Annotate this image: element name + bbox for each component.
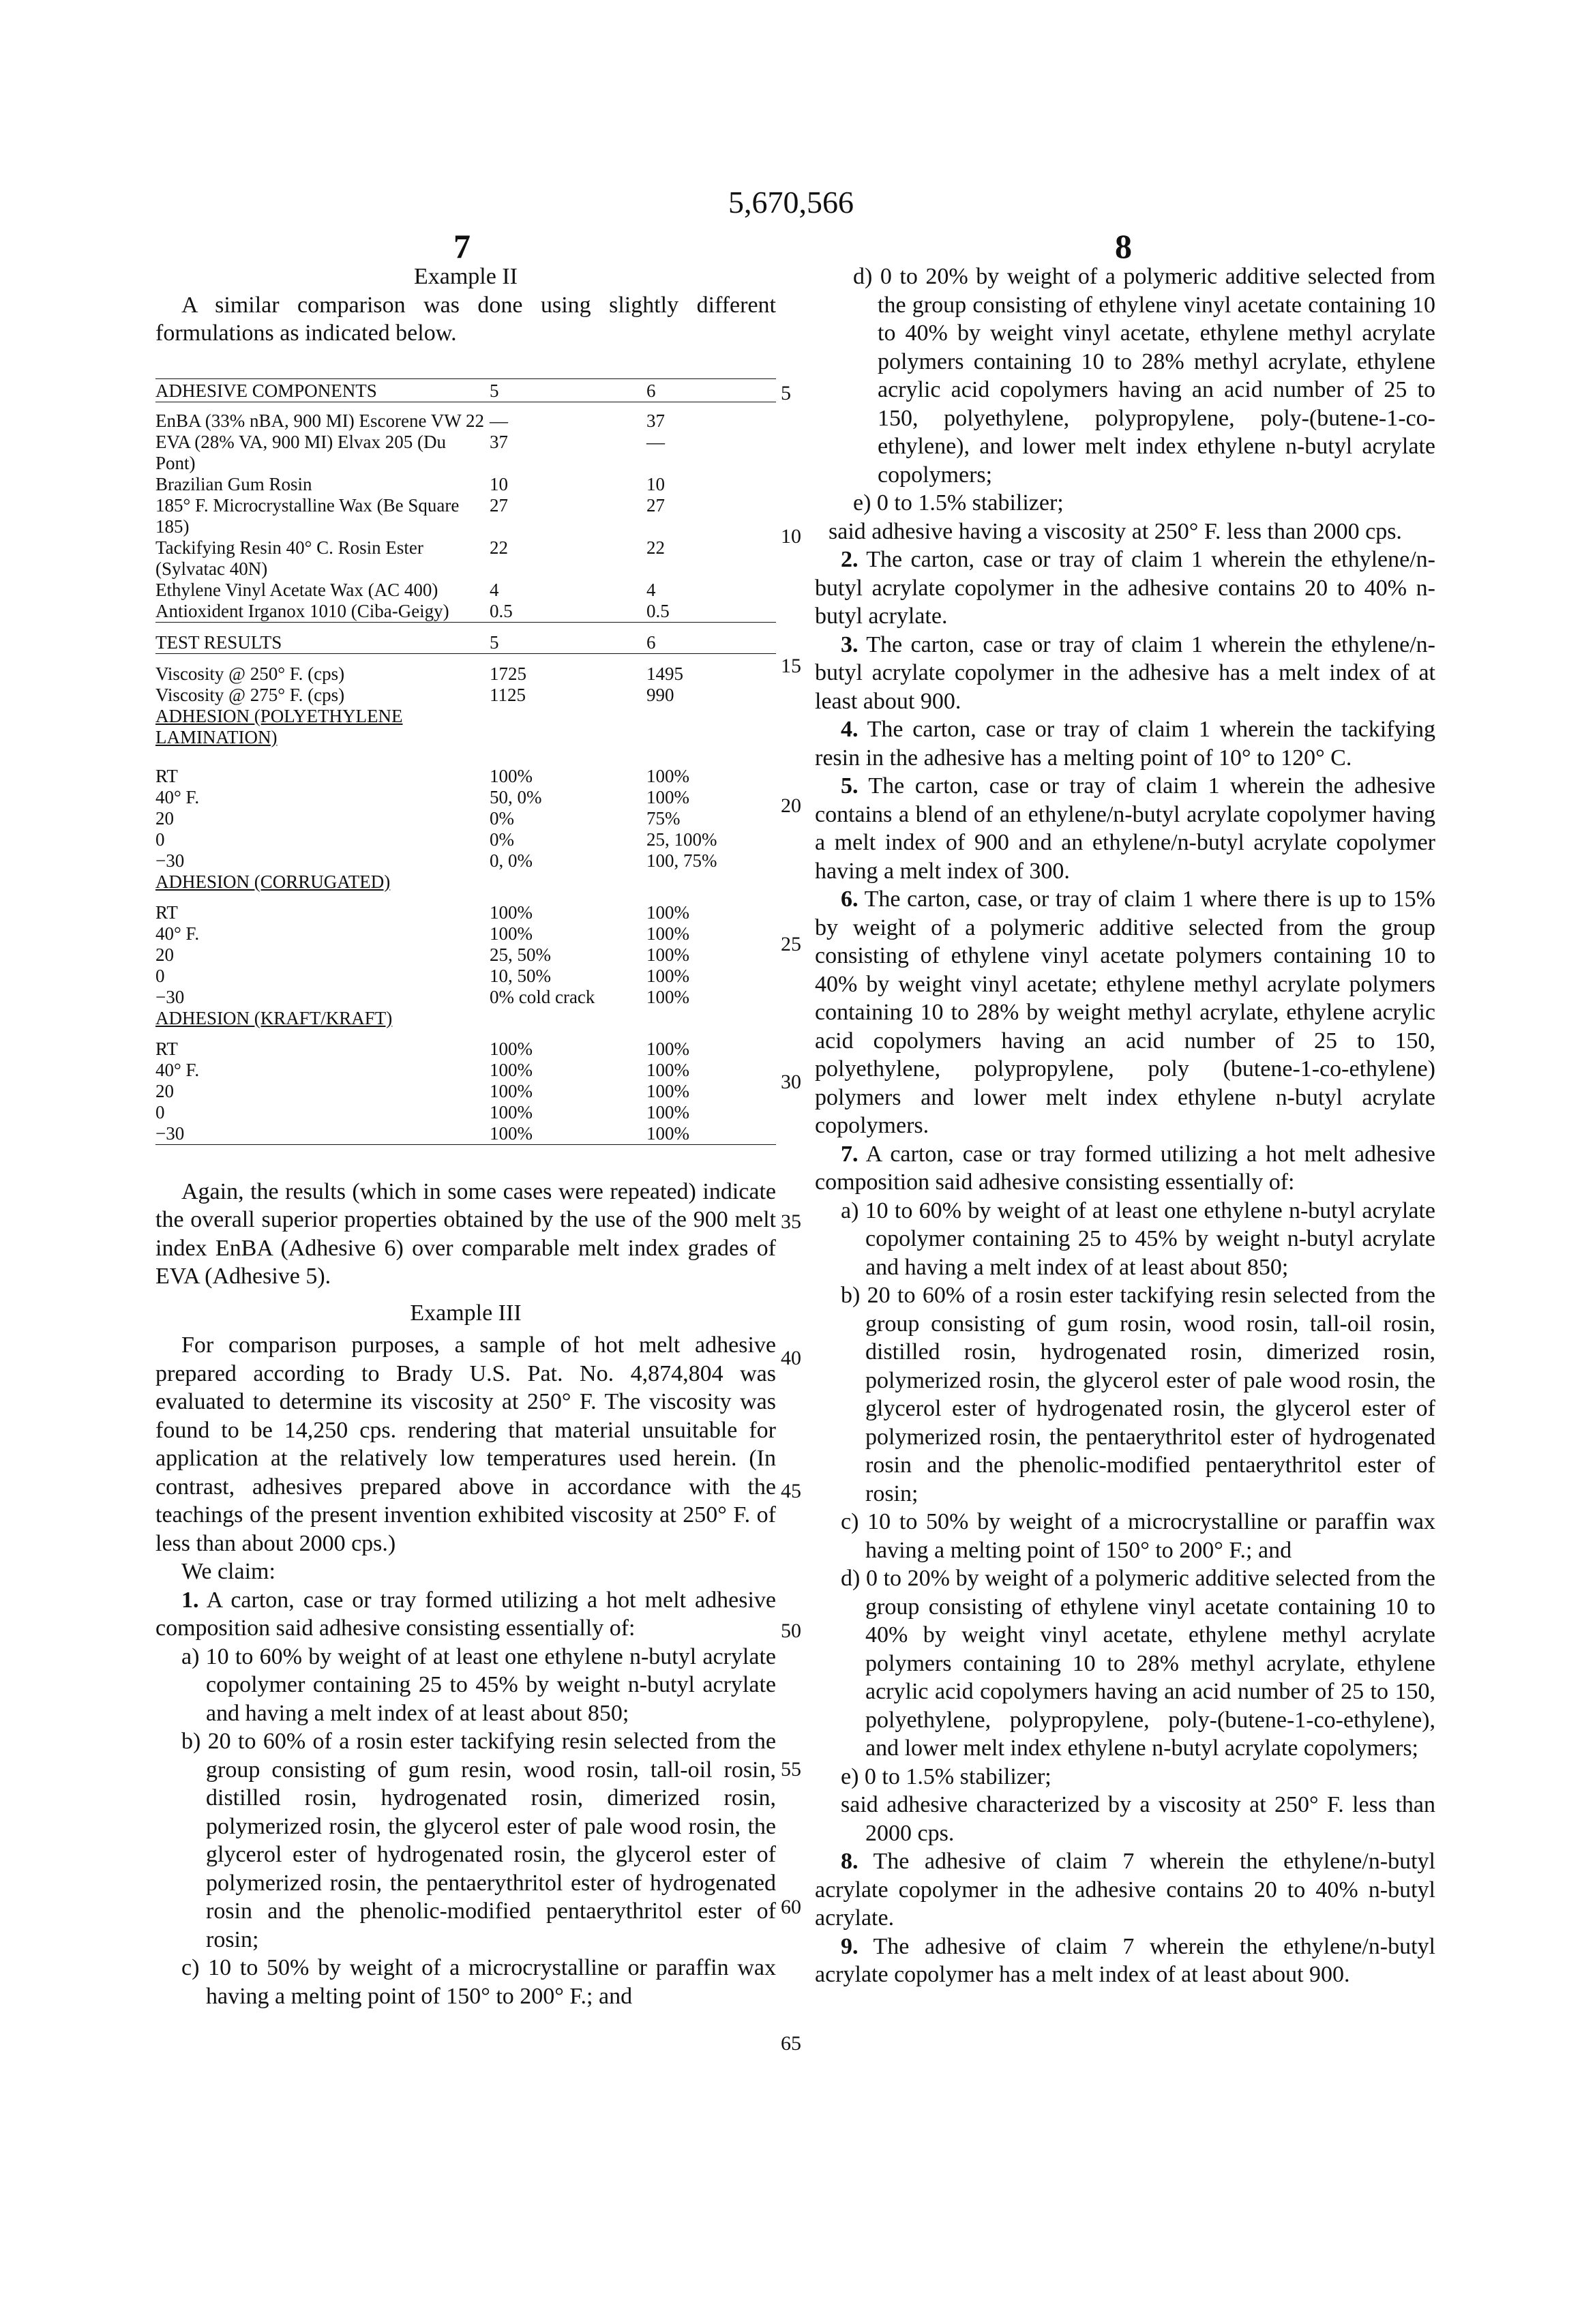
table-row	[155, 1123, 776, 1145]
table-row-cell: 100%	[646, 966, 776, 987]
table-row-cell: RT	[155, 1039, 490, 1060]
claim-7-e: e) 0 to 1.5% stabilizer;	[815, 1763, 1435, 1791]
table-row	[155, 664, 776, 685]
table-row-cell: 10	[490, 474, 646, 495]
table-row-cell: 0, 0%	[490, 850, 646, 872]
table-row-cell: 50, 0%	[490, 787, 646, 808]
table-row-cell: 4	[490, 580, 646, 601]
claim-1-intro	[155, 1586, 776, 1643]
line-number: 5	[781, 382, 791, 405]
table-row-cell: 20	[155, 944, 490, 966]
table-row-cell: 100%	[646, 1102, 776, 1123]
table-header-cell: 6	[646, 381, 776, 402]
claim-6-text: The carton, case, or tray of claim 1 where there is up to 15% by weight of a polymeric additive selected from the group consisting of ethylene vinyl acetate polymers containing 10 to 40% by weight vinyl acetate; ethylene methyl acrylate polymers containing 10 to 28% by weight methyl acrylate, ethylene acrylic acid copolymers having an acid number of 25 to 150, polyethylene, polypropylene, poly (butene-1-co-ethylene) polymers and lower melt index ethylene n-butyl acrylate copolymers.	[815, 887, 1435, 1138]
table-row-cell: 100%	[490, 766, 646, 787]
table-row-cell: 20	[155, 808, 490, 829]
claim-7-intro	[815, 1140, 1435, 1197]
line-number: 55	[781, 1758, 801, 1781]
table-row-cell: 10, 50%	[490, 966, 646, 987]
table-row	[155, 474, 776, 495]
claim-7-a: a) 10 to 60% by weight of at least one ethylene n-butyl acrylate copolymer containing 25 to 45% by weight n-butyl acrylate and having a melt index of at least about 850;	[815, 1197, 1435, 1282]
results-table	[155, 378, 776, 1154]
table-row	[155, 902, 776, 923]
claim-4-text: The carton, case or tray of claim 1 wherein the tackifying resin in the adhesive has a melting point of 10° to 120° C.	[815, 717, 1435, 771]
we-claim: We claim:	[155, 1558, 776, 1586]
section-kraft-label: ADHESION (KRAFT/KRAFT)	[155, 1008, 442, 1029]
section-kraft	[155, 1008, 776, 1029]
line-number: 10	[781, 525, 801, 548]
claim-8-number: 8.	[841, 1849, 859, 1874]
claim-8	[815, 1847, 1435, 1933]
table-row-cell: 100%	[490, 1060, 646, 1081]
claim-6-number: 6.	[841, 887, 859, 912]
table-row-cell: 100%	[646, 1123, 776, 1145]
table-row	[155, 987, 776, 1008]
claim-6	[815, 885, 1435, 1140]
claim-1-e: e) 0 to 1.5% stabilizer;	[815, 489, 1435, 518]
table-row	[155, 601, 776, 623]
table-row-cell: Tackifying Resin 40° C. Rosin Ester (Sylvatac 40N)	[155, 537, 490, 580]
patent-number: 5,670,566	[0, 184, 1582, 220]
table-row	[155, 808, 776, 829]
table-row-cell: 100, 75%	[646, 850, 776, 872]
section-polyethylene-label: ADHESION (POLYETHYLENE LAMINATION)	[155, 706, 442, 748]
line-number: 35	[781, 1210, 801, 1234]
claim-3-text: The carton, case or tray of claim 1 wherein the ethylene/n-butyl acrylate copolymer in the adhesive has a melt index of at least about 900.	[815, 632, 1435, 714]
table-row-cell: 0%	[490, 829, 646, 850]
table-row	[155, 766, 776, 787]
test-results-header-cell: 6	[646, 632, 776, 654]
table-row	[155, 580, 776, 601]
table-row-cell: 75%	[646, 808, 776, 829]
line-number: 40	[781, 1347, 801, 1370]
table-row	[155, 829, 776, 850]
table-row-cell: 100%	[490, 923, 646, 944]
section-corrugated-label: ADHESION (CORRUGATED)	[155, 872, 442, 893]
claim-7-end: said adhesive characterized by a viscosity at 250° F. less than 2000 cps.	[815, 1791, 1435, 1847]
table-row-cell: Brazilian Gum Rosin	[155, 474, 490, 495]
table-row-cell: 100%	[646, 787, 776, 808]
table-row-cell: 22	[646, 537, 776, 580]
table-row	[155, 1102, 776, 1123]
table-row-cell: 1495	[646, 664, 776, 685]
claim-7-b: b) 20 to 60% of a rosin ester tackifying resin selected from the group consisting of gum rosin, wood rosin, tall-oil rosin, distilled rosin, hydrogenated rosin, dimerized rosin, polymerized rosin, the glycerol ester of pale wood rosin, the glycerol ester of hydrogenated rosin, the glycerol ester of polymerized rosin, the pentaerythritol ester of hydrogenated rosin and the phenolic-modified pentaerythritol ester of rosin;	[815, 1281, 1435, 1508]
table-row-cell: EVA (28% VA, 900 MI) Elvax 205 (Du Pont)	[155, 432, 490, 474]
claim-7-c: c) 10 to 50% by weight of a microcrystalline or paraffin wax having a melting point of 150° to 200° F.; and	[815, 1508, 1435, 1564]
table-row	[155, 537, 776, 580]
again-paragraph: Again, the results (which in some cases were repeated) indicate the overall superior properties obtained by the use of the 900 melt index EnBA (Adhesive 6) over comparable melt index grades of EVA (Adhesive 5).	[155, 1178, 776, 1291]
claim-2-number: 2.	[841, 547, 859, 572]
table-row-cell: RT	[155, 766, 490, 787]
table-row	[155, 1039, 776, 1060]
table-row-cell: —	[646, 432, 776, 474]
table-row-cell: 100%	[646, 944, 776, 966]
claim-4-number: 4.	[841, 717, 859, 742]
table-row	[155, 1060, 776, 1081]
table-row-cell: −30	[155, 987, 490, 1008]
table-row-cell: 100%	[490, 1081, 646, 1102]
claim-7-text: A carton, case or tray formed utilizing a hot melt adhesive composition said adhesive consisting essentially of:	[815, 1142, 1435, 1195]
claim-9-text: The adhesive of claim 7 wherein the ethylene/n-butyl acrylate copolymer has a melt index of at least about 900.	[815, 1934, 1435, 1988]
example2-title: Example II	[155, 263, 776, 291]
table-row-cell: 100%	[646, 1039, 776, 1060]
table-row-cell: 100%	[646, 923, 776, 944]
claim-9-number: 9.	[841, 1934, 859, 1959]
table-row-cell: 0%	[490, 808, 646, 829]
table-row-cell: 1125	[490, 685, 646, 706]
claim-1-c: c) 10 to 50% by weight of a microcrystalline or paraffin wax having a melting point of 150° to 200° F.; and	[155, 1954, 776, 2010]
claim-7-d: d) 0 to 20% by weight of a polymeric additive selected from the group consisting of ethylene vinyl acetate containing 10 to 40% by weight vinyl acetate, ethylene methyl acrylate polymers containing 10 to 28% methyl acrylate, ethylene acrylic acid copolymers having an acid number of 25 to 150, polyethylene, polypropylene, poly-(butene-1-co-ethylene), and lower melt index ethylene n-butyl acrylate copolymers;	[815, 1564, 1435, 1763]
table-row-cell: Antioxident Irganox 1010 (Ciba-Geigy)	[155, 601, 490, 623]
table-row-cell: 22	[490, 537, 646, 580]
column-number-right: 8	[1115, 226, 1132, 266]
left-column	[155, 263, 776, 2010]
table-row	[155, 966, 776, 987]
line-number: 15	[781, 655, 801, 678]
table-row-cell: 37	[490, 432, 646, 474]
right-column	[815, 263, 1435, 1989]
table-row-cell: RT	[155, 902, 490, 923]
table-row-cell: 25, 100%	[646, 829, 776, 850]
section-polyethylene	[155, 706, 776, 748]
table-row-cell: —	[490, 411, 646, 432]
table-row	[155, 495, 776, 537]
claim-2-text: The carton, case or tray of claim 1 wherein the ethylene/n-butyl acrylate copolymer in the adhesive contains 20 to 40% n-butyl acrylate.	[815, 547, 1435, 629]
table-row	[155, 411, 776, 432]
table-row	[155, 944, 776, 966]
claim-1-b: b) 20 to 60% of a rosin ester tackifying resin selected from the group consisting of gum resin, wood rosin, tall-oil rosin, distilled rosin, hydrogenated rosin, dimerized rosin, polymerized rosin, the glycerol ester of pale wood rosin, the glycerol ester of hydrogenated rosin, the glycerol ester of polymerized rosin, the pentaerythritol ester of hydrogenated rosin and the phenolic-modified pentaerythritol ester of rosin;	[155, 1727, 776, 1954]
table-row-cell: −30	[155, 1123, 490, 1145]
table-row-cell: 40° F.	[155, 923, 490, 944]
claim-5-text: The carton, case or tray of claim 1 wherein the adhesive contains a blend of an ethylene/n-butyl acrylate copolymer having a melt index of 900 and an ethylene/n-butyl acrylate copolymer having a melt index of 300.	[815, 773, 1435, 884]
table-row	[155, 685, 776, 706]
table-row-cell: −30	[155, 850, 490, 872]
claim-1-text: A carton, case or tray formed utilizing a hot melt adhesive composition said adhesive consisting essentially of:	[155, 1588, 776, 1641]
table-row-cell: 1725	[490, 664, 646, 685]
table-row-cell: 27	[490, 495, 646, 537]
table-row-cell: Ethylene Vinyl Acetate Wax (AC 400)	[155, 580, 490, 601]
table-row-cell: 100%	[646, 766, 776, 787]
table-row-cell: 40° F.	[155, 787, 490, 808]
table-row-cell: Viscosity @ 275° F. (cps)	[155, 685, 490, 706]
test-results-header-cell: 5	[490, 632, 646, 654]
table-row-cell: 0.5	[490, 601, 646, 623]
claim-5	[815, 772, 1435, 885]
line-number: 45	[781, 1480, 801, 1503]
example3-paragraph: For comparison purposes, a sample of hot melt adhesive prepared according to Brady U.S. Pat. No. 4,874,804 was evaluated to determine its viscosity at 250° F. The viscosity was found to be 14,250 cps. rendering that material unsuitable for application at the relatively low temperatures used herein. (In contrast, adhesives prepared above in accordance with the teachings of the present invention exhibited viscosity at 250° F. of less than about 2000 cps.)	[155, 1331, 776, 1558]
claim-2	[815, 546, 1435, 631]
column-number-left: 7	[453, 226, 471, 266]
claim-8-text: The adhesive of claim 7 wherein the ethylene/n-butyl acrylate copolymer in the adhesive contains 20 to 40% n-butyl acrylate.	[815, 1849, 1435, 1931]
table-header-cell: ADHESIVE COMPONENTS	[155, 381, 490, 402]
table-header	[155, 381, 776, 402]
table-row-cell: 0	[155, 966, 490, 987]
example3-title: Example III	[155, 1299, 776, 1328]
section-corrugated	[155, 872, 776, 893]
claim-5-number: 5.	[841, 773, 859, 799]
example2-text: A similar comparison was done using slightly different formulations as indicated below.	[155, 291, 776, 348]
line-number: 30	[781, 1071, 801, 1094]
claim-1-d: d) 0 to 20% by weight of a polymeric additive selected from the group consisting of ethylene vinyl acetate containing 10 to 40% by weight vinyl acetate, ethylene methyl acrylate polymers containing 10 to 28% methyl acrylate, ethylene acrylic acid copolymers having an acid number of 25 to 150, polyethylene, polypropylene, poly-(butene-1-co-ethylene), and lower melt index ethylene n-butyl acrylate copolymers;	[815, 263, 1435, 489]
table-row-cell: EnBA (33% nBA, 900 MI) Escorene VW 22	[155, 411, 490, 432]
table-row-cell: 0	[155, 1102, 490, 1123]
claim-7-number: 7.	[841, 1142, 859, 1167]
table-row-cell: 185° F. Microcrystalline Wax (Be Square 185)	[155, 495, 490, 537]
claim-1-a: a) 10 to 60% by weight of at least one ethylene n-butyl acrylate copolymer containing 25 to 45% by weight n-butyl acrylate and having a melt index of at least about 850;	[155, 1643, 776, 1728]
table-row	[155, 923, 776, 944]
table-row-cell: 100%	[646, 902, 776, 923]
table-row-cell: 4	[646, 580, 776, 601]
table-row-cell: 0% cold crack	[490, 987, 646, 1008]
table-row-cell: 27	[646, 495, 776, 537]
table-row-cell: 990	[646, 685, 776, 706]
line-number: 20	[781, 794, 801, 818]
table-row-cell: 100%	[490, 1039, 646, 1060]
claim-4	[815, 715, 1435, 772]
claim-9	[815, 1933, 1435, 1989]
table-row	[155, 850, 776, 872]
table-row-cell: Viscosity @ 250° F. (cps)	[155, 664, 490, 685]
line-number: 65	[781, 2032, 801, 2055]
table-row-cell: 0.5	[646, 601, 776, 623]
test-results-header	[155, 632, 776, 654]
table-row-cell: 20	[155, 1081, 490, 1102]
table-header-cell: 5	[490, 381, 646, 402]
table-row-cell: 10	[646, 474, 776, 495]
line-number: 60	[781, 1896, 801, 1919]
claim-3	[815, 631, 1435, 716]
test-results-header-cell: TEST RESULTS	[155, 632, 490, 654]
table-row	[155, 432, 776, 474]
table-row	[155, 1081, 776, 1102]
line-number: 25	[781, 933, 801, 956]
table-row-cell: 100%	[646, 987, 776, 1008]
table-row-cell: 100%	[490, 1102, 646, 1123]
claim-1-number: 1.	[181, 1588, 199, 1613]
table-row-cell: 40° F.	[155, 1060, 490, 1081]
table-row-cell: 100%	[646, 1060, 776, 1081]
claim-1-end: said adhesive having a viscosity at 250° F. less than 2000 cps.	[815, 518, 1435, 546]
table-row-cell: 100%	[490, 902, 646, 923]
table-row-cell: 0	[155, 829, 490, 850]
table-row	[155, 787, 776, 808]
table-row-cell: 37	[646, 411, 776, 432]
claim-3-number: 3.	[841, 632, 859, 657]
table-row-cell: 100%	[646, 1081, 776, 1102]
table-row-cell: 100%	[490, 1123, 646, 1145]
table-row-cell: 25, 50%	[490, 944, 646, 966]
line-number: 50	[781, 1620, 801, 1643]
